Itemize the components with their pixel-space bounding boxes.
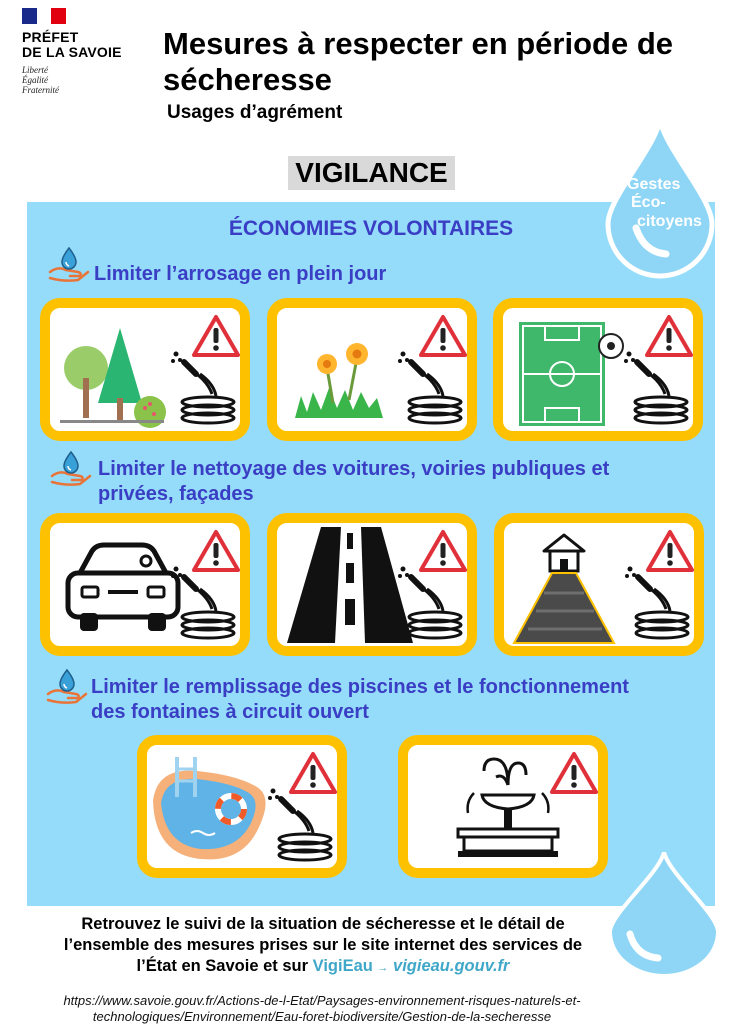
section-heading: ÉCONOMIES VOLONTAIRES xyxy=(228,217,514,240)
source-url-link[interactable]: https://www.savoie.gouv.fr/Actions-de-l-Etat/Paysages-environnement-risques-naturels-et- technologiques/Environnement/Eau-foret-biodiversite/Gestion-de-la-secheresse xyxy=(63,993,581,1024)
vigieau-link[interactable]: VigiEau xyxy=(312,957,373,975)
arrow-icon: → xyxy=(377,962,389,974)
football-field-icon xyxy=(503,308,693,431)
card-pool xyxy=(137,735,347,878)
card-house-driveway xyxy=(494,513,704,656)
flowers-icon xyxy=(277,308,467,431)
house-driveway-icon xyxy=(504,523,694,646)
card-trees xyxy=(40,298,250,441)
hand-water-drop-icon xyxy=(46,668,88,706)
logo-motto: Liberté Égalité Fraternité xyxy=(22,65,59,95)
category-cleaning-heading: Limiter le nettoyage des voitures, voiries publiques et privées, façades xyxy=(98,458,610,505)
card-flowers xyxy=(267,298,477,441)
road-icon xyxy=(277,523,467,646)
card-fountain xyxy=(398,735,608,878)
category-watering-heading: Limiter l’arrosage en plein jour xyxy=(94,263,387,285)
french-flag-icon xyxy=(22,8,66,24)
prefecture-logo xyxy=(22,8,142,95)
hand-water-drop-icon xyxy=(50,450,92,488)
page-subtitle: Usages d’agrément xyxy=(167,102,343,123)
water-drop-icon xyxy=(606,852,722,976)
car-icon xyxy=(50,523,240,646)
category-pools-heading: Limiter le remplissage des piscines et le fonctionnement des fontaines à circuit ouvert xyxy=(91,676,629,723)
card-road xyxy=(267,513,477,656)
hand-water-drop-icon xyxy=(48,246,90,284)
pool-icon xyxy=(147,745,337,868)
card-football-field xyxy=(493,298,703,441)
page-title: Mesures à respecter en période de sécheresse xyxy=(163,26,674,97)
card-car xyxy=(40,513,250,656)
alert-level-label: VIGILANCE xyxy=(288,156,455,190)
footer-message: Retrouvez le suivi de la situation de sécheresse et le détail de l’ensemble des mesures prises sur le site internet des services de l’État en Savoie et sur VigiEau → vigieau.gouv.fr xyxy=(63,915,583,975)
fountain-icon xyxy=(408,745,598,868)
trees-icon xyxy=(50,308,240,431)
vigieau-url-link[interactable]: vigieau.gouv.fr xyxy=(393,957,510,975)
logo-title: PRÉFET DE LA SAVOIE xyxy=(22,29,122,60)
